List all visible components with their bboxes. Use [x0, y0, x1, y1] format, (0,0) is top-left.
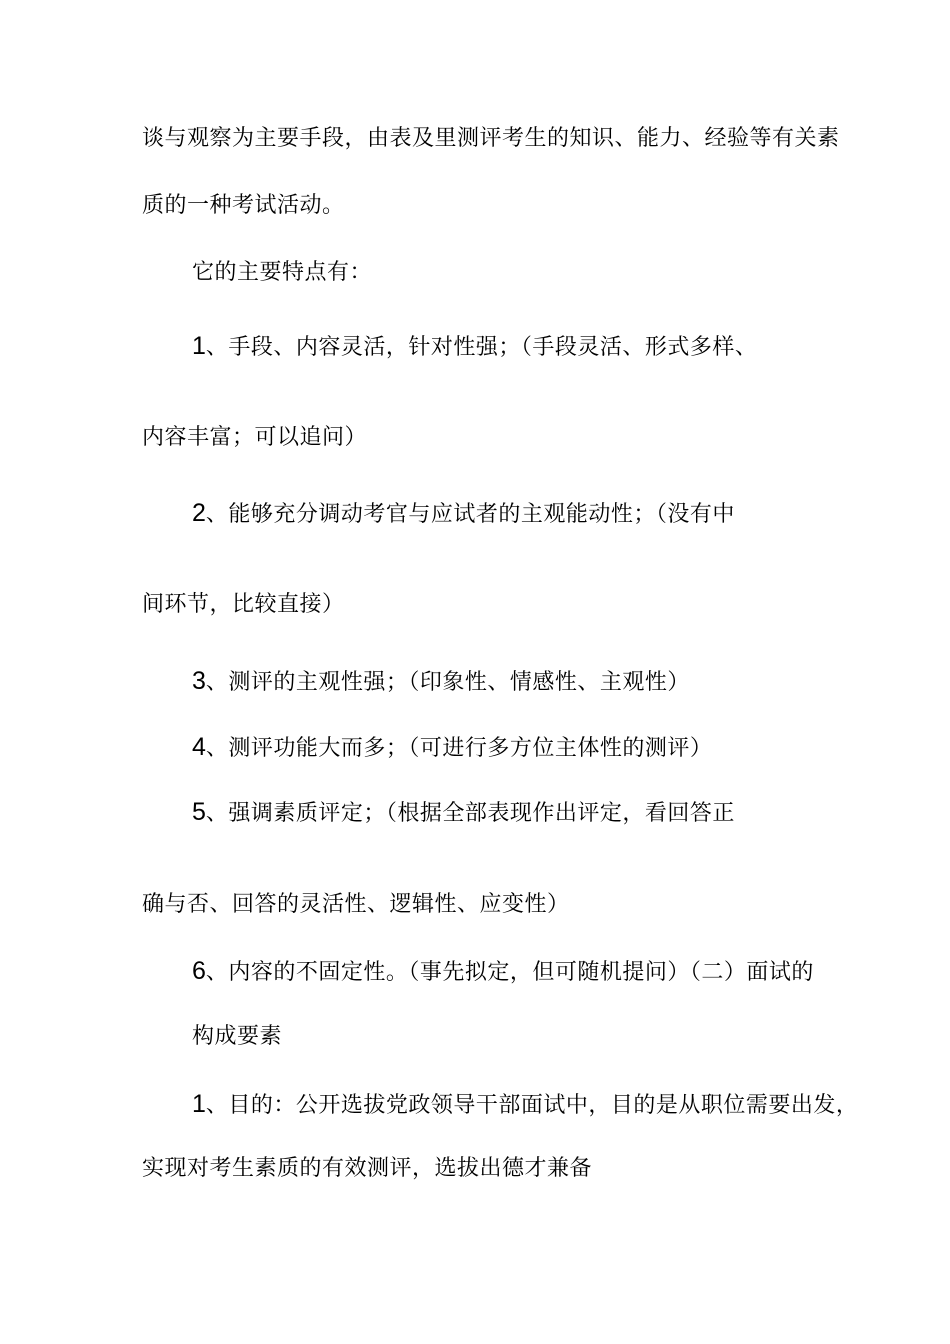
- paragraph-line: [142, 590, 345, 620]
- line-text: 间环节，比较直接）: [142, 592, 345, 617]
- list-item: [192, 797, 735, 829]
- line-text: 确与否、回答的灵活性、逻辑性、应变性）: [142, 892, 570, 917]
- line-text: 、能够充分调动考官与应试者的主观能动性；（没有中: [205, 502, 735, 527]
- paragraph-line: [142, 191, 345, 221]
- list-item: [192, 331, 757, 363]
- list-number: 1: [192, 332, 206, 360]
- list-number: 2: [192, 499, 206, 527]
- line-text: 、目的：公开选拔党政领导干部面试中，目的是从职位需要出发，: [205, 1093, 859, 1118]
- paragraph-line: [142, 423, 367, 453]
- section-intro-line: [192, 258, 372, 288]
- line-text: 内容丰富；可以追问）: [142, 425, 368, 450]
- list-item: [192, 732, 712, 764]
- list-number: 5: [192, 798, 206, 826]
- list-item: [192, 956, 814, 988]
- line-text: 实现对考生素质的有效测评，选拔出德才兼备: [142, 1156, 593, 1181]
- list-number: 3: [192, 667, 206, 695]
- paragraph-line: [142, 124, 840, 154]
- line-text: 、强调素质评定；（根据全部表现作出评定，看回答正: [205, 801, 735, 826]
- line-text: 谈与观察为主要手段，由表及里测评考生的知识、能力、经验等有关素: [142, 126, 840, 151]
- paragraph-line: [192, 1022, 282, 1052]
- line-text: 构成要素: [192, 1024, 283, 1049]
- list-number: 6: [192, 957, 206, 985]
- line-text: 、测评功能大而多；（可进行多方位主体性的测评）: [205, 736, 713, 761]
- list-number: 1: [192, 1090, 206, 1118]
- line-text: 质的一种考试活动。: [142, 193, 345, 218]
- list-number: 4: [192, 733, 206, 761]
- line-text: 它的主要特点有：: [192, 260, 373, 285]
- line-text: 、内容的不固定性。（事先拟定，但可随机提问）（二）面试的: [205, 960, 814, 985]
- line-text: 、手段、内容灵活，针对性强；（手段灵活、形式多样、: [205, 335, 758, 360]
- list-item: [192, 666, 690, 698]
- list-item: [192, 498, 735, 530]
- paragraph-line: [142, 890, 570, 920]
- line-text: 、测评的主观性强；（印象性、情感性、主观性）: [205, 670, 690, 695]
- paragraph-line: [142, 1154, 592, 1184]
- list-item: [192, 1089, 858, 1121]
